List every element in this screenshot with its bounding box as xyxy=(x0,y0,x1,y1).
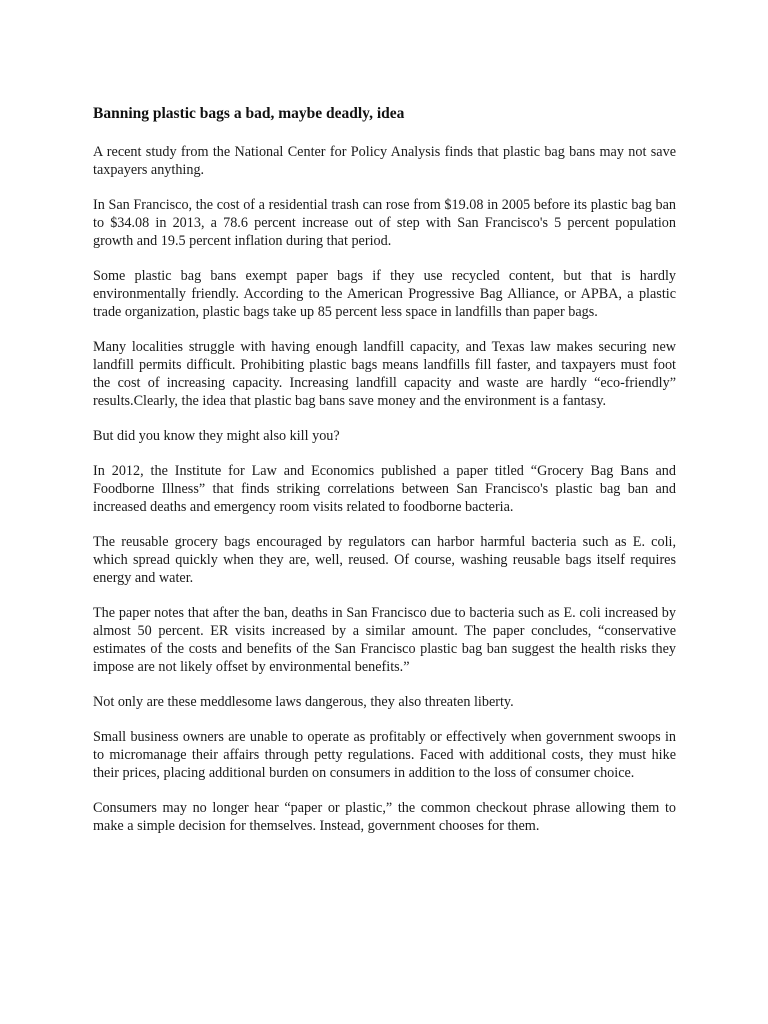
article-title: Banning plastic bags a bad, maybe deadly, idea xyxy=(93,105,405,122)
paragraph-11: Consumers may no longer hear “paper or plastic,” the common checkout phrase allowing them to make a simple decision for themselves. Instead, government chooses for them. xyxy=(93,800,676,834)
paragraph-6: In 2012, the Institute for Law and Economics published a paper titled “Grocery Bag Bans and Foodborne Illness” that finds striking correlations between San Francisco's plastic bag ban and increased deaths and emergency room visits related to foodborne bacteria. xyxy=(93,463,676,515)
paragraph-7: The reusable grocery bags encouraged by regulators can harbor harmful bacteria such as E. coli, which spread quickly when they are, well, reused. Of course, washing reusable bags itself requires energy and water. xyxy=(93,534,676,586)
paragraph-2: In San Francisco, the cost of a residential trash can rose from $19.08 in 2005 before its plastic bag ban to $34.08 in 2013, a 78.6 percent increase out of step with San Francisco's 5 percent population growth and 19.5 percent inflation during that period. xyxy=(93,197,676,249)
paragraph-10: Small business owners are unable to operate as profitably or effectively when government swoops in to micromanage their affairs through petty regulations. Faced with additional costs, they must hike their prices, placing additional burden on consumers in addition to the loss of consumer choice. xyxy=(93,729,676,781)
paragraph-4: Many localities struggle with having enough landfill capacity, and Texas law makes securing new landfill permits difficult. Prohibiting plastic bags means landfills fill faster, and taxpayers must foot the cost of increasing capacity. Increasing landfill capacity and waste are hardly “eco-friendly” results.Clearly, the idea that plastic bag bans save money and the environment is a fantasy. xyxy=(93,339,676,409)
paragraph-3: Some plastic bag bans exempt paper bags if they use recycled content, but that is hardly environmentally friendly. According to the American Progressive Bag Alliance, or APBA, a plastic trade organization, plastic bags take up 85 percent less space in landfills than paper bags. xyxy=(93,268,676,320)
document-page xyxy=(93,103,676,852)
paragraph-1: A recent study from the National Center for Policy Analysis finds that plastic bag bans may not save taxpayers anything. xyxy=(93,144,676,178)
paragraph-8: The paper notes that after the ban, deaths in San Francisco due to bacteria such as E. coli increased by almost 50 percent. ER visits increased by a similar amount. The paper concludes, “conservative estimates of the costs and benefits of the San Francisco plastic bag ban suggest the health risks they impose are not likely offset by environmental benefits.” xyxy=(93,605,676,675)
paragraph-5: But did you know they might also kill you? xyxy=(93,428,340,444)
paragraph-9: Not only are these meddlesome laws dangerous, they also threaten liberty. xyxy=(93,694,514,710)
